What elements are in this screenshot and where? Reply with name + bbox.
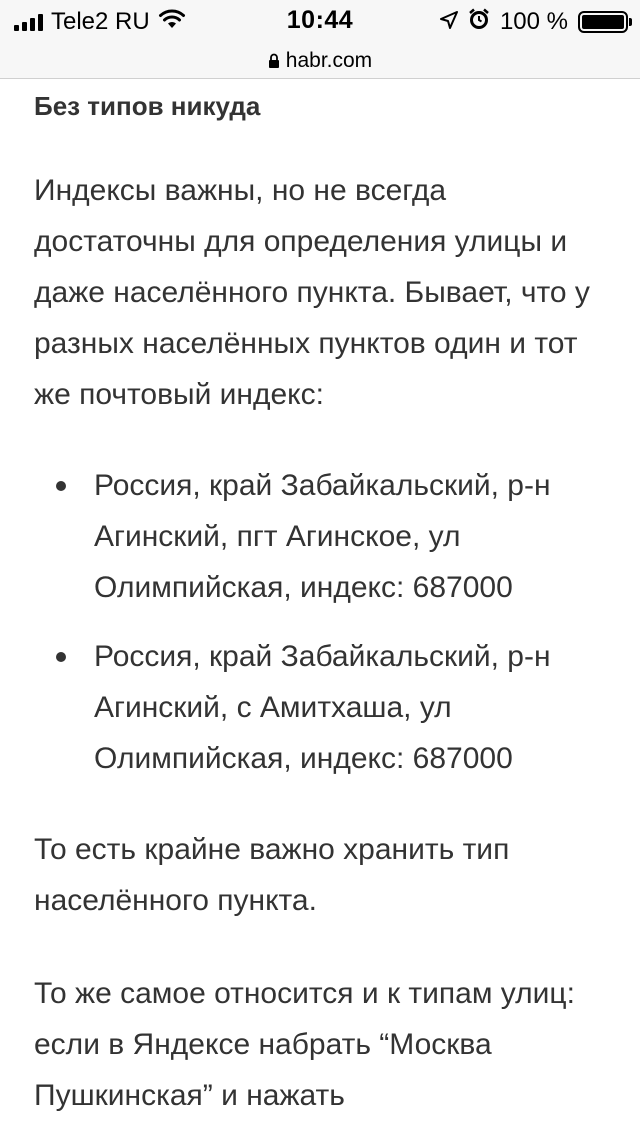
battery-fill	[582, 15, 624, 29]
location-icon	[440, 8, 458, 36]
section-heading: Без типов никуда	[34, 91, 261, 121]
carrier-label: Tele2 RU	[51, 8, 150, 35]
list-item-text: Россия, край Забайкальский, р-н Агинский, с Амитхаша, ул Олимпийская, индекс: 687000	[94, 640, 551, 775]
battery-percent: 100 %	[499, 8, 568, 35]
list-item	[34, 460, 604, 613]
url-domain[interactable]: habr.com	[285, 49, 373, 72]
bullet-icon	[56, 481, 66, 491]
battery-icon	[578, 11, 628, 33]
lock-icon	[268, 53, 280, 69]
status-right	[440, 8, 628, 36]
address-list	[34, 460, 614, 784]
paragraph-intro: Индексы важны, но не всегда достаточны для определения улицы и даже населённого пункта. Бывает, что у разных населённых пунктов один и тот же почтовый индекс:	[34, 174, 590, 411]
alarm-icon	[468, 8, 490, 37]
paragraph-settlement-type: То есть крайне важно хранить тип населённого пункта.	[34, 833, 510, 917]
status-bar	[0, 0, 640, 44]
list-item-text: Россия, край Забайкальский, р-н Агинский, пгт Агинское, ул Олимпийская, индекс: 687000	[94, 469, 551, 604]
list-item	[34, 631, 604, 784]
clock: 10:44	[286, 6, 354, 34]
bullet-icon	[56, 652, 66, 662]
paragraph-street-types: То же самое относится и к типам улиц: если в Яндексе набрать “Москва Пушкинская” и нажать	[34, 977, 575, 1112]
article-content	[34, 79, 614, 1121]
url-bar[interactable]	[0, 44, 640, 79]
